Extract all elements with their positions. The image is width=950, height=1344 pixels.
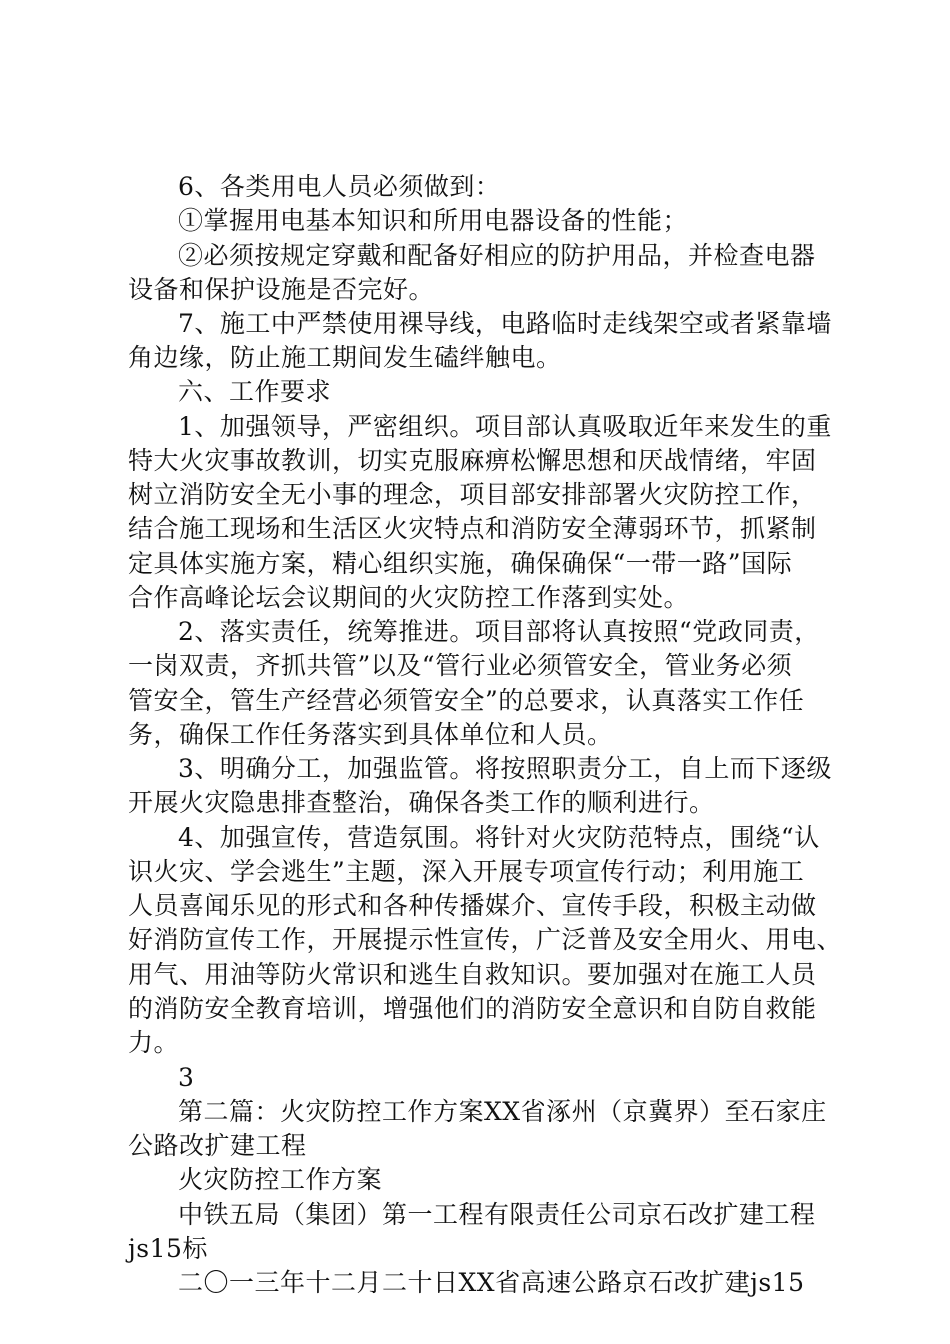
text-line: 开展火灾隐患排查整治，确保各类工作的顺利进行。 xyxy=(128,788,715,817)
section-heading: 六、工作要求 xyxy=(178,377,332,406)
text-line: js15标 xyxy=(128,1234,208,1263)
text-line: 好消防宣传工作，开展提示性宣传，广泛普及安全用火、用电、 xyxy=(128,925,843,954)
text-line: 4、加强宣传，营造氛围。将针对火灾防范特点，围绕“认 xyxy=(178,823,820,852)
text-line: 力。 xyxy=(128,1028,180,1057)
text-line: 公路改扩建工程 xyxy=(128,1131,307,1160)
text-line: 火灾防控工作方案 xyxy=(178,1165,383,1194)
text-line: 务，确保工作任务落实到具体单位和人员。 xyxy=(128,720,613,749)
text-line: ②必须按规定穿戴和配备好相应的防护用品，并检查电器 xyxy=(178,241,816,270)
text-line: 管安全，管生产经营必须管安全”的总要求，认真落实工作任 xyxy=(128,686,805,715)
text-line: 二〇一三年十二月二十日XX省高速公路京石改扩建js15 xyxy=(178,1268,805,1297)
text-line: 6、各类用电人员必须做到： xyxy=(178,172,501,201)
text-line: 树立消防安全无小事的理念，项目部安排部署火灾防控工作， xyxy=(128,480,817,509)
text-line: 2、落实责任，统筹推进。项目部将认真按照“党政同责， xyxy=(178,617,820,646)
text-line: 人员喜闻乐见的形式和各种传播媒介、宣传手段，积极主动做 xyxy=(128,891,817,920)
text-line: 1、加强领导，严密组织。项目部认真吸取近年来发生的重 xyxy=(178,412,832,441)
text-line: 特大火灾事故教训，切实克服麻痹松懈思想和厌战情绪，牢固 xyxy=(128,446,817,475)
text-line: 角边缘，防止施工期间发生磕绊触电。 xyxy=(128,343,562,372)
text-line: 一岗双责，齐抓共管”以及“管行业必须管安全，管业务必须 xyxy=(128,651,793,680)
section-number: 3 xyxy=(178,1063,195,1092)
text-line: 中铁五局（集团）第一工程有限责任公司京石改扩建工程 xyxy=(178,1200,816,1229)
text-line: 结合施工现场和生活区火灾特点和消防安全薄弱环节，抓紧制 xyxy=(128,514,817,543)
text-line: 3、明确分工，加强监管。将按照职责分工，自上而下逐级 xyxy=(178,754,832,783)
text-line: 合作高峰论坛会议期间的火灾防控工作落到实处。 xyxy=(128,583,690,612)
text-line: 7、施工中严禁使用裸导线，电路临时走线架空或者紧靠墙 xyxy=(178,309,832,338)
text-line: 识火灾、学会逃生”主题，深入开展专项宣传行动；利用施工 xyxy=(128,857,805,886)
text-line: ①掌握用电基本知识和所用电器设备的性能； xyxy=(178,206,689,235)
text-line: 的消防安全教育培训，增强他们的消防安全意识和自防自救能 xyxy=(128,994,817,1023)
text-line: 设备和保护设施是否完好。 xyxy=(128,275,435,304)
text-line: 用气、用油等防火常识和逃生自救知识。要加强对在施工人员 xyxy=(128,960,817,989)
text-line: 第二篇：火灾防控工作方案XX省涿州（京冀界）至石家庄 xyxy=(178,1097,827,1126)
text-line: 定具体实施方案，精心组织实施，确保确保“一带一路”国际 xyxy=(128,549,793,578)
